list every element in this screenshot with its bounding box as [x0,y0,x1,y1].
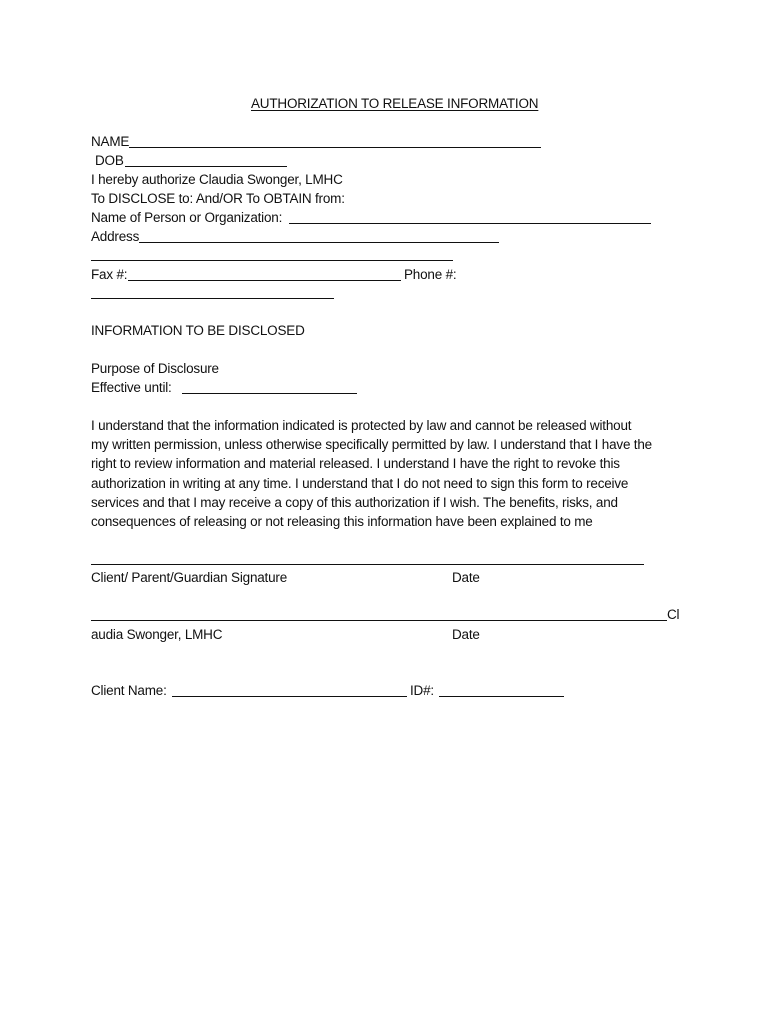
consent-paragraph-line: my written permission, unless otherwise specifically permitted by law. I understand that I have the [91,437,652,453]
phone-field-line[interactable] [91,298,334,299]
consent-paragraph-line: authorization in writing at any time. I understand that I do not need to sign this form to receive [91,475,629,491]
document-title: AUTHORIZATION TO RELEASE INFORMATION [251,96,539,111]
fax-field-line[interactable] [128,280,401,281]
purpose-label: Purpose of Disclosure [91,361,219,376]
consent-paragraph-line: I understand that the information indicated is protected by law and cannot be released without [91,418,632,433]
id-field-line[interactable] [439,696,564,697]
consent-paragraph-line: consequences of releasing or not releasing this information have been explained to me [91,514,593,530]
clinician-signature-date-label: Date [452,627,480,642]
fax-label: Fax #: [91,267,128,282]
consent-paragraph-line: right to review information and material released. I understand I have the right to revoke this [91,456,620,472]
client-name-label: Client Name: [91,683,167,698]
client-name-field-line[interactable] [172,696,407,697]
effective-until-label: Effective until: [91,380,172,395]
authorize-text: I hereby authorize Claudia Swonger, LMHC [91,172,343,187]
person-organization-label: Name of Person or Organization: [91,210,283,225]
dob-label: DOB [95,153,124,168]
name-label: NAME [91,134,130,149]
consent-paragraph-line: services and that I may receive a copy of this authorization if I wish. The benefits, risks, and [91,494,618,510]
disclose-obtain-text: To DISCLOSE to: And/OR To OBTAIN from: [91,191,345,206]
client-signature-line[interactable] [91,564,644,565]
clinician-signature-line[interactable] [91,620,667,621]
clinician-signature-prefix: Cl [667,607,680,622]
address-label: Address [91,229,140,244]
name-field-line[interactable] [129,147,541,148]
dob-field-line[interactable] [125,166,287,167]
information-disclosed-heading: INFORMATION TO BE DISCLOSED [91,323,305,338]
phone-label: Phone #: [404,267,457,282]
client-signature-date-label: Date [452,570,480,585]
client-signature-label: Client/ Parent/Guardian Signature [91,570,288,585]
effective-until-field-line[interactable] [182,393,357,394]
person-organization-field-line[interactable] [289,223,651,224]
address-second-line[interactable] [91,260,453,261]
id-label: ID#: [410,683,434,698]
address-field-line[interactable] [139,242,499,243]
clinician-signature-label: audia Swonger, LMHC [91,627,223,642]
consent-paragraph [91,416,691,531]
